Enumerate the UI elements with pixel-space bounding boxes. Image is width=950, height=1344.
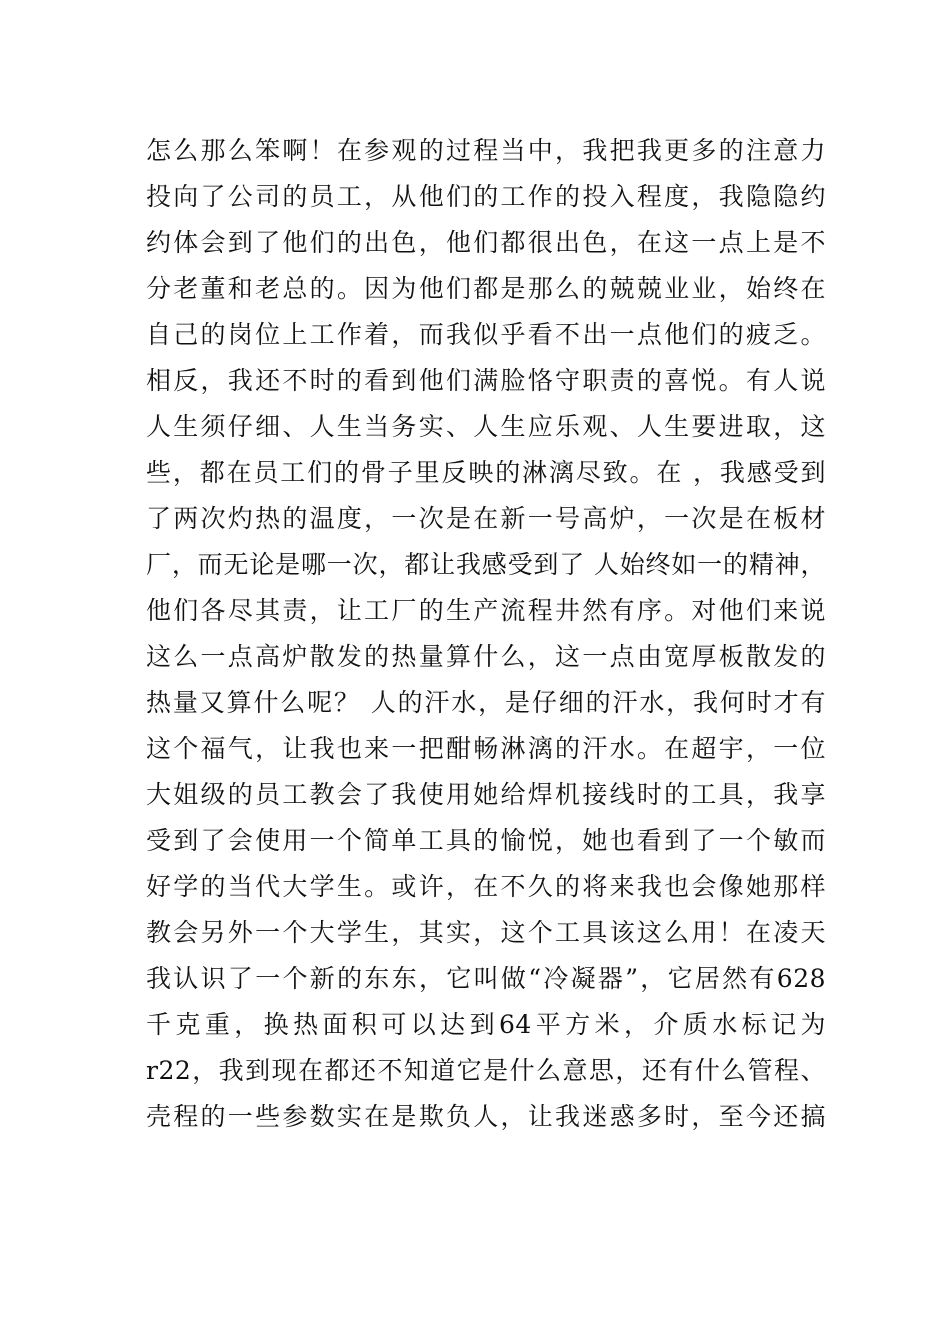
text-line: 这么一点高炉散发的热量算什么，这一点由宽厚板散发的 (146, 642, 826, 671)
text-line: 他们各尽其责，让工厂的生产流程井然有序。对他们来说 (146, 596, 826, 625)
text-line: 人生须仔细、人生当务实、人生应乐观、人生要进取，这 (146, 412, 826, 441)
text-line: 分老董和老总的。因为他们都是那么的兢兢业业，始终在 (146, 274, 826, 303)
text-line: r22，我到现在都还不知道它是什么意思，还有什么管程、 (146, 1056, 826, 1085)
text-line: 这个福气，让我也来一把酣畅淋漓的汗水。在超宇，一位 (146, 734, 826, 763)
text-line: 教会另外一个大学生，其实，这个工具该这么用！在凌天 (146, 918, 826, 947)
text-line: 受到了会使用一个简单工具的愉悦，她也看到了一个敏而 (146, 826, 826, 855)
text-line: 大姐级的员工教会了我使用她给焊机接线时的工具，我享 (146, 780, 826, 809)
text-line: 热量又算什么呢？ 人的汗水，是仔细的汗水，我何时才有 (146, 688, 826, 717)
text-line: 我认识了一个新的东东，它叫做“冷凝器”，它居然有628 (146, 964, 826, 993)
text-line: 自己的岗位上工作着，而我似乎看不出一点他们的疲乏。 (146, 320, 826, 349)
text-line: 些，都在员工们的骨子里反映的淋漓尽致。在 ，我感受到 (146, 458, 826, 487)
text-line: 相反，我还不时的看到他们满脸恪守职责的喜悦。有人说 (146, 366, 826, 395)
text-line: 怎么那么笨啊！在参观的过程当中，我把我更多的注意力 (146, 136, 826, 165)
text-line: 约体会到了他们的出色，他们都很出色，在这一点上是不 (146, 228, 826, 257)
text-line: 壳程的一些参数实在是欺负人，让我迷惑多时，至今还搞 (146, 1102, 826, 1131)
body-paragraph (146, 128, 826, 1140)
text-line: 好学的当代大学生。或许，在不久的将来我也会像她那样 (146, 872, 826, 901)
text-line: 了两次灼热的温度，一次是在新一号高炉，一次是在板材 (146, 504, 826, 533)
text-line: 厂，而无论是哪一次，都让我感受到了 人始终如一的精神， (146, 550, 826, 579)
text-line: 千克重，换热面积可以达到64平方米，介质水标记为 (146, 1010, 826, 1039)
text-line: 投向了公司的员工，从他们的工作的投入程度，我隐隐约 (146, 182, 826, 211)
